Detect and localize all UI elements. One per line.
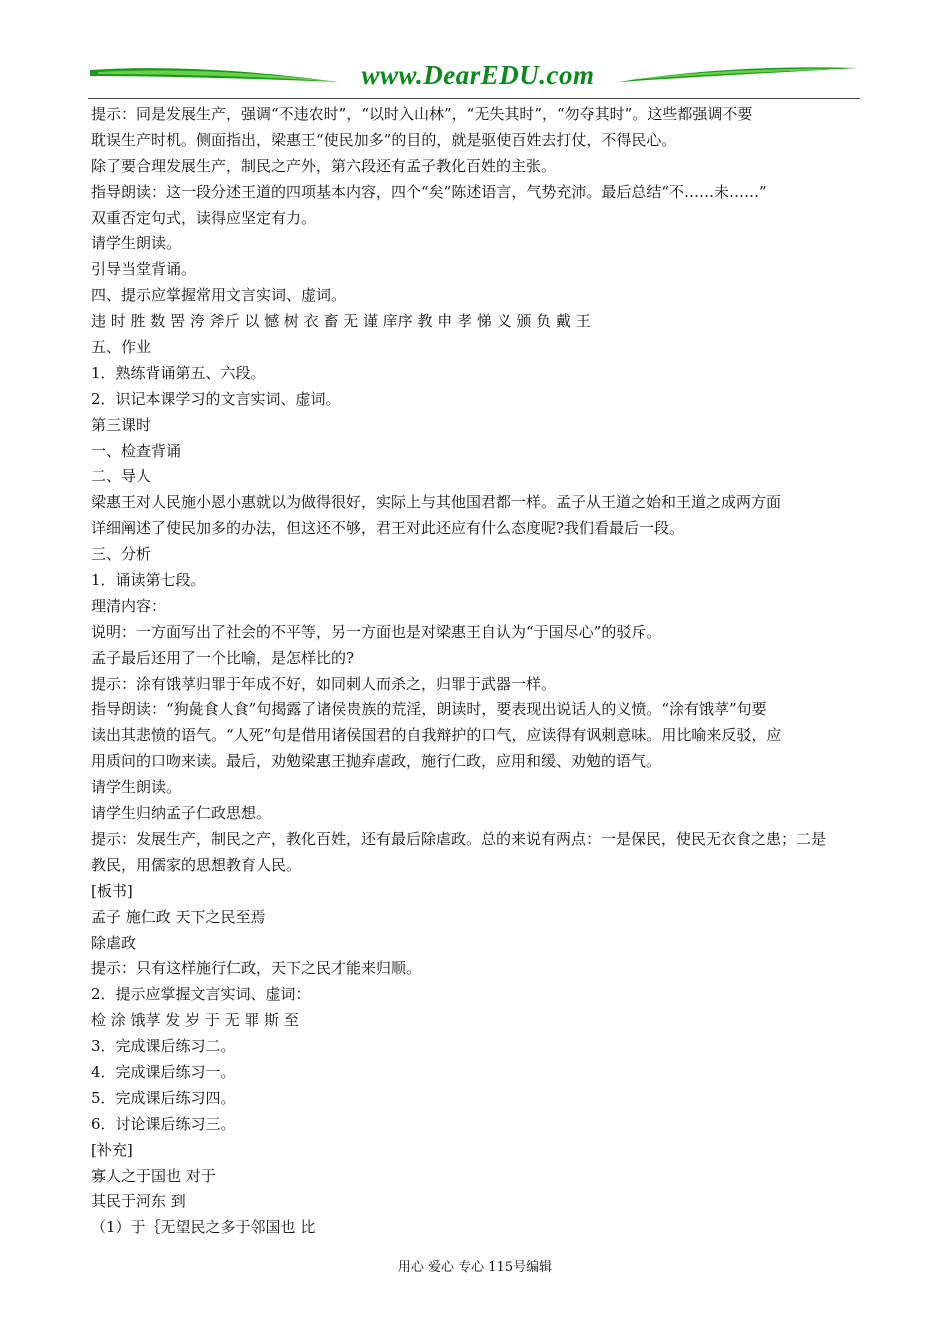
text-line: 孟子 施仁政 天下之民至焉 [91, 907, 266, 926]
text-line: 3．完成课后练习二。 [91, 1037, 236, 1056]
text-line: 1．熟练背诵第五、六段。 [91, 363, 266, 382]
text-line: 违 时 胜 数 罟 洿 斧斤 以 憾 树 衣 畜 无 谨 庠序 教 申 孝 悌 义 颁 负 戴 王 [91, 312, 591, 331]
text-line: 2．提示应掌握文言实词、虚词： [91, 985, 311, 1004]
document-body [91, 102, 863, 1241]
page-footer: 用心 爱心 专心 115号编辑 [397, 1260, 553, 1275]
text-line: 五、作业 [91, 338, 152, 357]
text-line: 提示：只有这样施行仁政，天下之民才能来归顺。 [91, 959, 422, 978]
text-line: 请学生归纳孟子仁政思想。 [91, 804, 272, 823]
text-line: 教民，用儒家的思想教育人民。 [91, 855, 302, 874]
text-line: 提示：同是发展生产，强调“不违农时”，“以时入山林”，“无失其时”，“勿夺其时”。这些都强调不要 [91, 105, 753, 123]
site-logo: www.DearEDU.com [361, 60, 595, 90]
text-line: 引导当堂背诵。 [91, 260, 197, 279]
text-line: 5．完成课后练习四。 [91, 1088, 236, 1107]
text-line: 耽误生产时机。侧面指出，梁惠王“使民加多”的目的，就是驱使百姓去打仗，不得民心。 [91, 130, 677, 149]
text-line: （1）于｛无望民之多于邻国也 比 [91, 1218, 316, 1237]
text-line: 双重否定句式，读得应坚定有力。 [91, 208, 317, 227]
text-line: 除了要合理发展生产，制民之产外，第六段还有孟子教化百姓的主张。 [91, 156, 557, 175]
text-line: 检 涂 饿莩 发 岁 于 无 罪 斯 至 [91, 1011, 299, 1030]
text-line: 三、分析 [91, 545, 152, 564]
site-header [88, 56, 860, 100]
text-line: 提示：涂有饿莩归罪于年成不好，如同刺人而杀之，归罪于武器一样。 [91, 674, 557, 693]
text-line: 孟子最后还用了一个比喻，是怎样比的? [91, 648, 355, 667]
text-line: 除虐政 [91, 933, 137, 952]
text-line: 详细阐述了使民加多的办法，但这还不够，君王对此还应有什么态度呢?我们看最后一段。 [91, 519, 685, 538]
text-line: [板书] [91, 881, 133, 900]
text-line: 第三课时 [91, 415, 152, 434]
text-line: 请学生朗读。 [91, 234, 182, 253]
text-line: 6．讨论课后练习三。 [91, 1114, 236, 1133]
header-rule [88, 98, 860, 99]
text-line: 理清内容： [91, 596, 167, 615]
text-line: 请学生朗读。 [91, 778, 182, 797]
text-line: 二、导人 [91, 467, 152, 486]
text-line: 四、提示应掌握常用文言实词、虚词。 [91, 286, 347, 305]
text-line: 2．识记本课学习的文言实词、虚词。 [91, 389, 341, 408]
text-line: [补充] [91, 1140, 133, 1159]
text-line: 一、检查背诵 [91, 441, 182, 460]
text-line: 1．诵读第七段。 [91, 571, 206, 590]
text-line: 用质问的口吻来读。最后，劝勉梁惠王抛弃虐政，施行仁政，应用和缓、劝勉的语气。 [91, 752, 662, 771]
text-line: 说明：一方面写出了社会的不平等，另一方面也是对梁惠王自认为“于国尽心”的驳斥。 [91, 622, 662, 641]
text-line: 读出其悲愤的语气。“人死”句是借用诸侯国君的自我辩护的口气，应读得有讽刺意味。用比喻来反驳，应 [91, 726, 782, 745]
text-line: 梁惠王对人民施小恩小惠就以为做得很好，实际上与其他国君都一样。孟子从王道之始和王道之成两方面 [91, 493, 782, 512]
text-line: 指导朗读：“狗彘食人食”句揭露了诸侯贵族的荒淫，朗读时，要表现出说话人的义愤。“涂有饿莩”句要 [91, 700, 767, 719]
text-line: 4．完成课后练习一。 [91, 1062, 236, 1081]
text-line: 其民于河东 到 [91, 1192, 186, 1211]
text-line: 指导朗读：这一段分述王道的四项基本内容，四个“矣”陈述语言，气势充沛。最后总结“不……未……” [91, 182, 767, 201]
text-line: 寡人之于国也 对于 [91, 1166, 216, 1185]
text-line: 提示：发展生产，制民之产，教化百姓，还有最后除虐政。总的来说有两点：一是保民，使民无衣食之患；二是 [91, 829, 827, 848]
